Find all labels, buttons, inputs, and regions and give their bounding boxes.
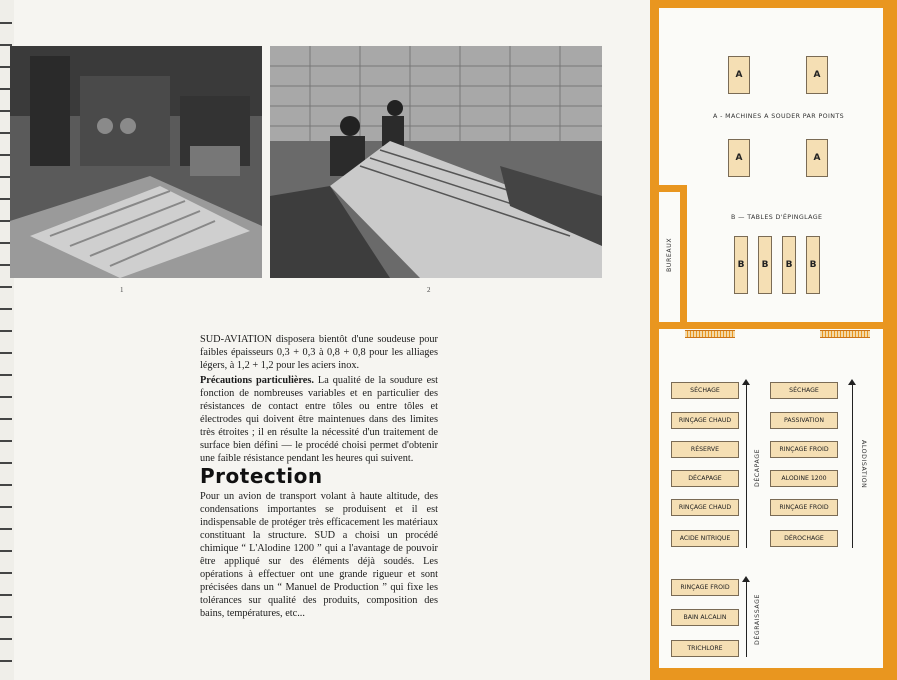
- table-b-2: B: [758, 236, 772, 294]
- tank-bottom-1: RINÇAGE FROID: [671, 579, 739, 596]
- paragraph-protection: [200, 490, 438, 620]
- tank-right-6: DÉROCHAGE: [770, 530, 838, 547]
- paragraph-precautions-text: [200, 374, 438, 465]
- precautions-body: La qualité de la soudure est fonction de nombreuses variables et en particulier des résistances de contact entre tôles ou entre tôles et électrodes qui doivent être maintenues dans des limites très étroites ; il en résulte la nécessité d'un traitement de surface bien défini — le procédé choisi permet d'obtenir une faible résistance pendant les heures qui suivent.: [200, 375, 439, 464]
- machines-label: A - MACHINES A SOUDER PAR POINTS: [713, 113, 845, 120]
- paragraph-welder-text: SUD-AVIATION disposera bientôt d'une soudeuse pour faibles épaisseurs 0,3 + 0,3 à 0,8 + 0,8 pour les alliages légers, à 1,2 + 1,2 pour les aciers inox.: [200, 334, 438, 371]
- paragraph-welder: [200, 333, 438, 372]
- tank-left-6: ACIDE NITRIQUE: [671, 530, 739, 547]
- tank-left-4: DÉCAPAGE: [671, 470, 739, 487]
- floor-plan-interior: [659, 8, 883, 668]
- decapage-arrow-head: [742, 379, 750, 385]
- plan-wall-right-notch: [883, 310, 897, 600]
- tank-left-1: SÉCHAGE: [671, 382, 739, 399]
- photo-assembly-line: [270, 46, 602, 278]
- tank-bottom-2: BAIN ALCALIN: [671, 609, 739, 626]
- machine-a-4: A: [806, 139, 828, 177]
- photo-welding-machine: [10, 46, 262, 278]
- plan-door-left: [685, 330, 735, 338]
- degraissage-label: DÉGRAISSAGE: [754, 594, 761, 645]
- paragraph-precautions: [200, 374, 438, 465]
- table-b-3: B: [782, 236, 796, 294]
- photo2-caption: 2: [427, 286, 431, 294]
- machine-a-1: A: [728, 56, 750, 94]
- tank-right-1: SÉCHAGE: [770, 382, 838, 399]
- section-heading: Protection: [200, 464, 323, 488]
- alodisation-arrow-head: [848, 379, 856, 385]
- bureaux-label: BUREAUX: [666, 237, 673, 272]
- machine-a-3: A: [728, 139, 750, 177]
- degraissage-arrow: [746, 579, 747, 657]
- plan-wall-bureau-top: [659, 185, 687, 192]
- tables-label: B — TABLES D'ÉPINGLAGE: [731, 214, 823, 221]
- alodisation-arrow: [852, 382, 853, 548]
- photo1-caption: 1: [120, 286, 124, 294]
- alodisation-label: ALODISATION: [860, 440, 867, 489]
- tank-right-2: PASSIVATION: [770, 412, 838, 429]
- tank-left-2: RINÇAGE CHAUD: [671, 412, 739, 429]
- machine-a-2: A: [806, 56, 828, 94]
- tank-left-3: RÉSERVE: [671, 441, 739, 458]
- tank-right-3: RINÇAGE FROID: [770, 441, 838, 458]
- paragraph-protection-text: Pour un avion de transport volant à haute altitude, des condensations importantes se produisent et il est indispensable de protéger très efficacement les matériaux constituant la structure. SUD a choisi un procédé chimique “ L'Alodine 1200 ” qui a l'avantage de pouvoir être appliqué sur des éléments déjà soudés. Les opérations à effectuer ont une grande rigueur et sont précisées dans un “ Manuel de Production ” qui fixe les tolérances sur qualité des produits, composition des bains, températures, etc...: [200, 491, 438, 619]
- table-b-4: B: [806, 236, 820, 294]
- precautions-lead: Précautions particulières.: [200, 375, 314, 386]
- tank-right-4: ALODINE 1200: [770, 470, 838, 487]
- degraissage-arrow-head: [742, 576, 750, 582]
- tank-right-5: RINÇAGE FROID: [770, 499, 838, 516]
- decapage-label: DÉCAPAGE: [754, 448, 761, 487]
- plan-door-right: [820, 330, 870, 338]
- tank-left-5: RINÇAGE CHAUD: [671, 499, 739, 516]
- table-b-1: B: [734, 236, 748, 294]
- plan-wall-bureau: [680, 185, 687, 325]
- tank-bottom-3: TRICHLORE: [671, 640, 739, 657]
- decapage-arrow: [746, 382, 747, 548]
- plan-wall-segment: [735, 322, 820, 329]
